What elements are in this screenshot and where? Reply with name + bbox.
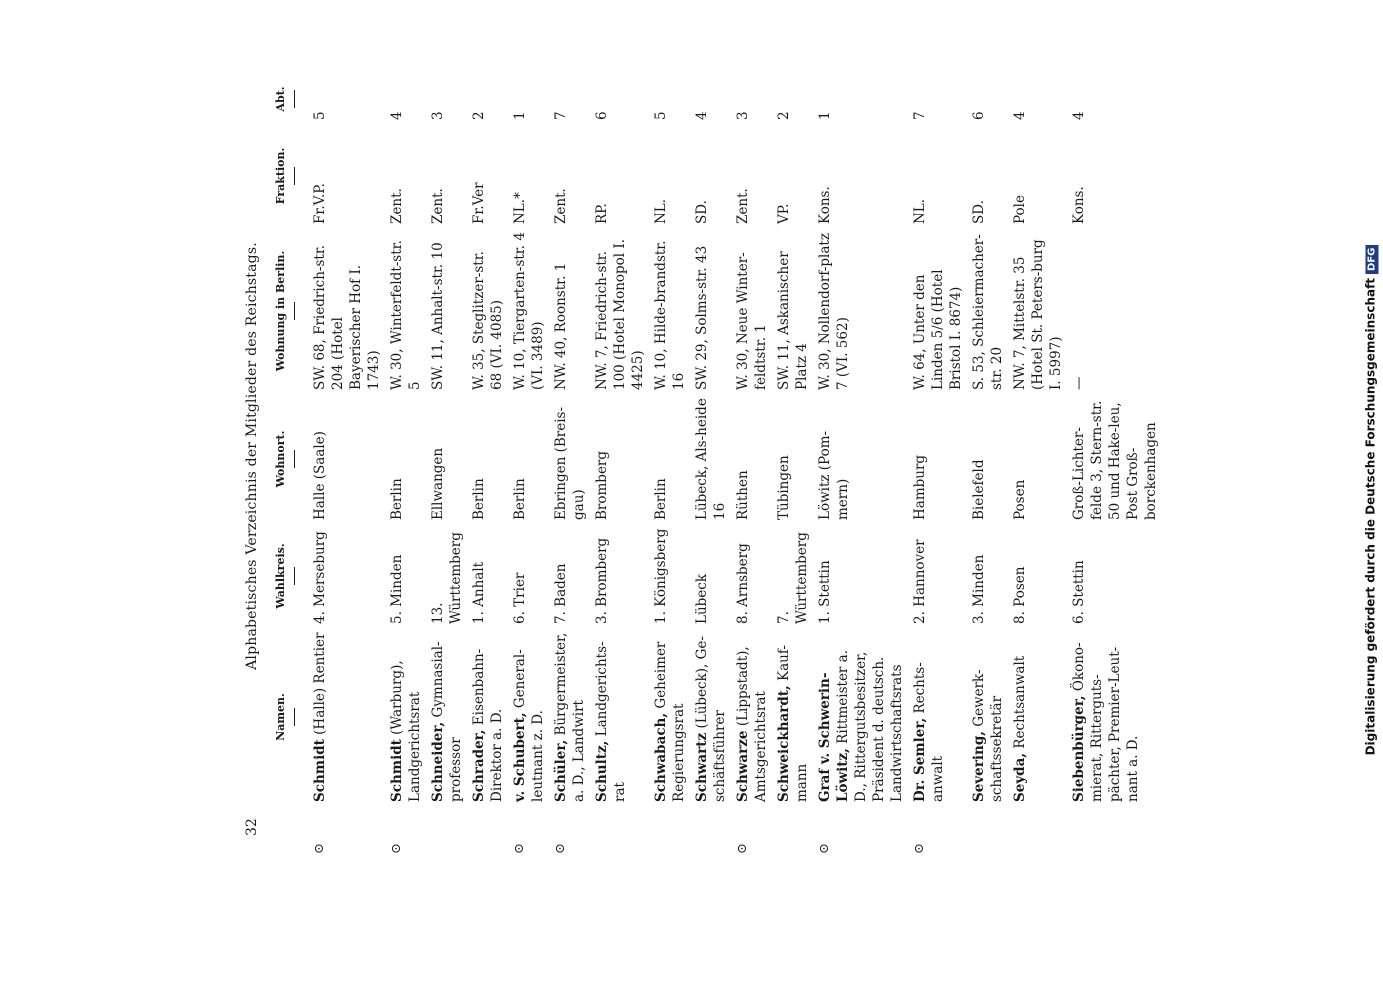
cell-abt: 3 [735, 111, 751, 120]
cell-fraktion: VP. [776, 203, 792, 224]
member-title: Kauf-mann [776, 645, 810, 802]
header-abt: Abt. [272, 78, 295, 120]
member-title: (Warburg), Landgerichtsrat [389, 660, 423, 802]
member-name [652, 632, 688, 836]
cell-fraktion: SD. [971, 200, 987, 224]
cell-wohnung: SW. 68, Friedrich-str. 204 (Hotel Bayerischer Hof I. 1743) [312, 244, 382, 390]
table-row [511, 76, 547, 854]
cell-wohnort: Ellwangen [430, 447, 446, 520]
cell-abt: 2 [776, 111, 792, 120]
member-title: Rittmeister a. D., Rittergutsbesitzer, Präsident d. deutsch. Landwirtschaftsrats [835, 649, 905, 802]
cell-abt: 5 [653, 111, 669, 120]
deputy-marker: ⊙ [389, 843, 404, 854]
cell-wahlkreis: 8. Arnsberg [735, 543, 751, 624]
member-surname: Graf v. Schwerin-Löwitz, [817, 672, 851, 802]
table-header [272, 76, 295, 836]
member-surname: Schwarze [735, 730, 751, 802]
cell-fraktion: RP. [594, 203, 610, 224]
member-title: General-leutnant z. D. [512, 649, 546, 802]
cell-fraktion: Zent. [735, 188, 751, 224]
cell-wohnort: Posen [1012, 479, 1028, 520]
member-name [1011, 632, 1065, 836]
cell-fraktion: Zent. [553, 188, 569, 224]
member-name [311, 632, 383, 854]
cell-fraktion: Zent. [430, 188, 446, 224]
cell-fraktion: SD. [694, 200, 710, 224]
table-row [652, 76, 688, 836]
cell-wohnort: Tübingen [776, 455, 792, 520]
page-number: 32 [244, 818, 260, 836]
member-title: Gymnasial-professor [430, 641, 464, 802]
cell-wohnung: W. 10, Hilde-brandstr. 16 [653, 240, 687, 390]
cell-wahlkreis: 7. Baden [553, 563, 569, 624]
cell-wohnort: Groß-Lichter-felde 3, Stern-str. 50 und Hake-leu, Post Groß-borckenhagen [1071, 400, 1159, 520]
cell-wohnung: W. 64, Unter den Linden 5/6 (Hotel Bristol I. 8674) [912, 269, 964, 390]
cell-wohnort: Bromberg [594, 450, 610, 520]
cell-wohnort: Ebringen (Breis-gau) [553, 406, 587, 520]
cell-wahlkreis: Lübeck [694, 573, 710, 624]
table-row [693, 76, 729, 836]
deputy-marker: ⊙ [912, 843, 927, 854]
table-row [1070, 76, 1160, 836]
deputy-marker: ⊙ [512, 843, 527, 854]
cell-wahlkreis: 1. Stettin [817, 560, 833, 624]
cell-wahlkreis: 4. Merseburg [312, 531, 328, 624]
table-row [311, 76, 383, 854]
table-row [1011, 76, 1065, 836]
deputy-marker: ⊙ [553, 843, 568, 854]
cell-wohnort: Bielefeld [971, 459, 987, 520]
dfg-credit: Digitalisierung gefördert durch die Deutsche ForschungsgemeinschaftDFG [1364, 50, 1379, 950]
member-surname: Schwabach, [653, 712, 669, 802]
cell-wohnung: SW. 11, Askanischer Platz 4 [776, 251, 810, 390]
cell-abt: 3 [430, 111, 446, 120]
cell-wahlkreis: 13. Württemberg [430, 532, 464, 624]
member-surname: Siebenbürger, [1071, 695, 1087, 802]
member-name [775, 632, 811, 836]
deputy-marker: ⊙ [735, 843, 750, 854]
cell-fraktion: NL.* [512, 192, 528, 224]
cell-wahlkreis: 1. Anhalt [471, 561, 487, 624]
member-title: Geheimer Regierungsrat [653, 641, 687, 802]
cell-abt: 4 [1071, 111, 1087, 120]
cell-wohnung: NW. 40, Roonstr. 1 [553, 262, 569, 390]
table-row [470, 76, 506, 836]
cell-fraktion: Zent. [389, 188, 405, 224]
header-wohnort: Wohnort. [272, 398, 295, 520]
table-row [775, 76, 811, 836]
table-row [429, 76, 465, 836]
cell-wohnort: Lübeck, Als-heide 16 [694, 398, 728, 520]
member-surname: Schweickhardt, [776, 685, 792, 802]
cell-wahlkreis: 1. Königsberg [653, 528, 669, 624]
cell-fraktion: Kons. [1071, 186, 1087, 224]
cell-wohnort: Berlin [471, 478, 487, 520]
cell-wohnort: Halle (Saale) [312, 431, 328, 520]
cell-fraktion: Fr.V.P. [312, 183, 328, 224]
cell-wohnort: Berlin [389, 478, 405, 520]
cell-wahlkreis: 6. Stettin [1071, 560, 1087, 624]
table-row [388, 76, 424, 854]
member-name [511, 632, 547, 854]
cell-wohnung: — [1071, 376, 1087, 390]
member-title: (Halle) Rentier [312, 632, 328, 740]
deputy-marker: ⊙ [312, 843, 327, 854]
cell-abt: 6 [594, 111, 610, 120]
cell-wohnung: NW. 7, Mittelstr. 35 (Hotel St. Peters-burg I. 5997) [1012, 239, 1064, 390]
cell-wahlkreis: 8. Posen [1012, 566, 1028, 624]
member-surname: v. Schubert, [512, 712, 528, 802]
member-surname: Seyda, [1012, 752, 1028, 802]
cell-wohnung: SW. 29, Solms-str. 43 [694, 245, 710, 390]
cell-abt: 1 [512, 111, 528, 120]
member-title: (Lübeck), Ge-schäftsführer [694, 636, 728, 802]
cell-fraktion: Fr.Ver [471, 182, 487, 224]
cell-wohnort: Berlin [653, 478, 669, 520]
cell-wohnung: W. 30, Neue Winter-feldtstr. 1 [735, 252, 769, 390]
header-namen: Namen. [272, 632, 295, 836]
cell-fraktion: NL. [912, 198, 928, 224]
table-row [734, 76, 770, 854]
member-title: Landgerichts-rat [594, 641, 628, 802]
rotated-page [240, 76, 1159, 854]
member-surname: Severing, [971, 731, 987, 802]
table-row [593, 76, 647, 836]
cell-wohnung: NW. 7, Friedrich-str. 100 (Hotel Monopol I. 4425) [594, 238, 646, 390]
member-name [734, 632, 770, 854]
member-title: Ökono-mierat, Ritterguts-pächter, Premier-Leut-nant a. D. [1071, 642, 1141, 802]
member-surname: Schultz, [594, 740, 610, 802]
cell-wohnort: Rüthen [735, 470, 751, 520]
member-title: (Lippstadt), Amtsgerichtsrat [735, 646, 769, 802]
table-body [311, 76, 1160, 854]
cell-abt: 5 [312, 111, 328, 120]
table-row [552, 76, 588, 854]
cell-wahlkreis: 6. Trier [512, 572, 528, 624]
table-row [911, 76, 965, 854]
member-name [816, 632, 906, 854]
member-surname: Schüler, [553, 739, 569, 802]
cell-wohnort: Löwitz (Pom-mern) [817, 430, 851, 520]
cell-wahlkreis: 7. Württemberg [776, 532, 810, 624]
cell-abt: 4 [389, 111, 405, 120]
members-table [272, 76, 1165, 854]
member-name [388, 632, 424, 854]
member-name [1070, 632, 1160, 836]
member-name [429, 632, 465, 836]
header-wohnung: Wohnung in Berlin. [272, 232, 295, 390]
member-name [470, 632, 506, 836]
member-surname: Dr. Semler, [912, 717, 928, 802]
member-title: Rechts-anwalt [912, 662, 946, 802]
cell-abt: 6 [971, 111, 987, 120]
cell-abt: 1 [817, 111, 833, 120]
dfg-logo: DFG [1366, 245, 1379, 274]
cell-fraktion: Kons. [817, 186, 833, 224]
cell-abt: 7 [553, 111, 569, 120]
member-name [593, 632, 647, 836]
cell-fraktion: NL. [653, 198, 669, 224]
cell-abt: 4 [694, 111, 710, 120]
cell-wohnung: W. 30, Nollendorf-platz 7 (VI. 562) [817, 233, 851, 390]
member-surname: Schneider, [430, 721, 446, 802]
cell-abt: 7 [912, 111, 928, 120]
cell-abt: 4 [1012, 111, 1028, 120]
member-surname: Schmidt [389, 739, 405, 802]
member-title: Gewerk-schaftssekretär [971, 669, 1005, 802]
cell-wohnung: S. 53, Schleiermacher-str. 20 [971, 234, 1005, 390]
member-title: Eisenbahn-Direktor a. D. [471, 648, 505, 802]
cell-wahlkreis: 3. Bromberg [594, 537, 610, 624]
member-name [911, 632, 965, 854]
member-surname: Schwartz [694, 732, 710, 802]
header-fraktion: Fraktion. [272, 128, 295, 224]
cell-wohnung: W. 10, Tiergarten-str. 4 (VI. 3489) [512, 232, 546, 390]
page-title: Alphabetisches Verzeichnis der Mitglieder des Reichstags. [244, 242, 260, 670]
member-surname: Schrader, [471, 729, 487, 802]
cell-wahlkreis: 2. Hannover [912, 539, 928, 624]
deputy-marker: ⊙ [817, 843, 832, 854]
member-name [552, 632, 588, 854]
member-surname: Schmidt [312, 739, 328, 802]
cell-wahlkreis: 5. Minden [389, 554, 405, 624]
cell-abt: 2 [471, 111, 487, 120]
member-name [693, 632, 729, 836]
cell-wohnort: Berlin [512, 478, 528, 520]
cell-wahlkreis: 3. Minden [971, 554, 987, 624]
member-title: Bürgermeister, a. D., Landwirt [553, 632, 587, 802]
table-row [816, 76, 906, 854]
member-name [970, 632, 1006, 836]
table-row [970, 76, 1006, 836]
header-wahlkreis: Wahlkreis. [272, 528, 295, 624]
member-title: Rechtsanwalt [1012, 655, 1028, 753]
cell-wohnung: SW. 11, Anhalt-str. 10 [430, 242, 446, 390]
cell-wohnung: W. 30, Winterfeldt-str. 5 [389, 240, 423, 390]
cell-wohnung: W. 35, Steglitzer-str. 68 (VI. 4085) [471, 251, 505, 390]
cell-wohnort: Hamburg [912, 454, 928, 520]
cell-fraktion: Pole [1012, 195, 1028, 224]
